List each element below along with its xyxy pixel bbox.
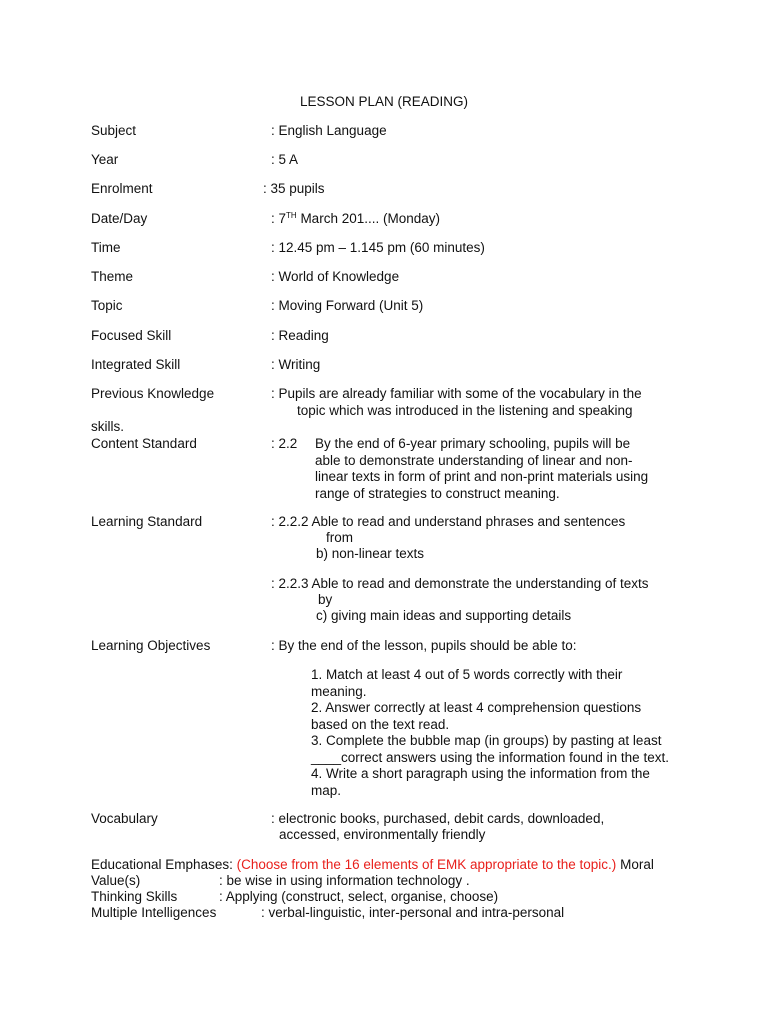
thinking-skills-value: : Applying (construct, select, organise, choose) — [219, 889, 499, 904]
previous-knowledge-label: Previous Knowledge — [91, 386, 215, 401]
educational-emphases-note: (Choose from the 16 elements of EMK appropriate to the topic.) — [236, 857, 617, 872]
learning-objectives-intro: : By the end of the lesson, pupils should be able to: — [271, 638, 577, 653]
learning-objectives-label: Learning Objectives — [91, 638, 211, 653]
learning-standard-2-2-3-sub: c) giving main ideas and supporting details — [316, 608, 572, 623]
moral-value-label: Value(s) — [91, 873, 141, 888]
content-standard-line: linear texts in form of print and non-print materials using — [315, 469, 649, 484]
vocabulary-line2: accessed, environmentally friendly — [279, 827, 486, 842]
objective-item-line: 2. Answer correctly at least 4 comprehension questions — [311, 700, 642, 715]
vocabulary-label: Vocabulary — [91, 811, 158, 826]
objective-item-line: ____correct answers using the information found in the text. — [311, 749, 669, 765]
content-standard-line: able to demonstrate understanding of linear and non- — [315, 452, 633, 468]
date-label: Date/Day — [91, 211, 148, 226]
topic-value: : Moving Forward (Unit 5) — [271, 298, 424, 313]
time-label: Time — [91, 240, 121, 255]
objective-item-line: 4. Write a short paragraph using the information from the — [311, 766, 650, 781]
previous-knowledge-line3: skills. — [91, 419, 124, 434]
integrated-skill-value: : Writing — [271, 357, 321, 372]
page-title: LESSON PLAN (READING) — [299, 94, 469, 109]
previous-knowledge-line2: topic which was introduced in the listening and speaking — [297, 403, 633, 418]
learning-standard-label: Learning Standard — [91, 514, 203, 529]
content-standard-text — [315, 436, 648, 502]
learning-standard-2-2-2: : 2.2.2 Able to read and understand phrases and sentences — [271, 514, 626, 529]
date-suffix: March 201.... (Monday) — [296, 211, 440, 226]
year-value: : 5 A — [271, 152, 299, 167]
objectives-list — [311, 667, 678, 799]
objective-item-line: map. — [311, 782, 342, 798]
moral-value-text: : be wise in using information technology . — [219, 873, 470, 888]
objective-item-line: based on the text read. — [311, 716, 450, 732]
learning-standard-2-2-2-sub: b) non-linear texts — [316, 546, 425, 561]
learning-standard-2-2-3: : 2.2.3 Able to read and demonstrate the understanding of texts — [271, 576, 649, 591]
multiple-intelligences-label: Multiple Intelligences — [91, 905, 217, 920]
date-value — [271, 211, 440, 226]
content-standard-code: : 2.2 — [271, 436, 298, 451]
theme-value: : World of Knowledge — [271, 269, 400, 284]
subject-label: Subject — [91, 123, 137, 138]
content-standard-label: Content Standard — [91, 436, 197, 451]
date-prefix: : 7 — [271, 211, 287, 226]
multiple-intelligences-value: : verbal-linguistic, inter-personal and intra-personal — [261, 905, 565, 920]
content-standard-line: range of strategies to construct meaning. — [315, 485, 560, 501]
year-label: Year — [91, 152, 119, 167]
learning-standard-2-2-2-cont: from — [326, 530, 353, 545]
enrolment-label: Enrolment — [91, 181, 153, 196]
thinking-skills-label: Thinking Skills — [91, 889, 178, 904]
topic-label: Topic — [91, 298, 123, 313]
focused-skill-value: : Reading — [271, 328, 329, 343]
time-value: : 12.45 pm – 1.145 pm (60 minutes) — [271, 240, 485, 255]
moral-label-part: Moral — [620, 857, 654, 872]
enrolment-value: : 35 pupils — [263, 181, 325, 196]
subject-value: : English Language — [271, 123, 387, 138]
content-standard-line: By the end of 6-year primary schooling, pupils will be — [315, 436, 631, 451]
vocabulary-line1: : electronic books, purchased, debit cards, downloaded, — [271, 811, 605, 826]
learning-standard-2-2-3-cont: by — [318, 592, 333, 607]
previous-knowledge-line1: : Pupils are already familiar with some of the vocabulary in the — [271, 386, 642, 401]
focused-skill-label: Focused Skill — [91, 328, 172, 343]
educational-emphases-label: Educational Emphases: — [91, 857, 233, 872]
theme-label: Theme — [91, 269, 134, 284]
integrated-skill-label: Integrated Skill — [91, 357, 181, 372]
objective-item-line: meaning. — [311, 683, 367, 699]
objective-item-line: 3. Complete the bubble map (in groups) by pasting at least — [311, 733, 662, 748]
date-ordinal: TH — [286, 211, 297, 220]
educational-emphases-line — [91, 857, 678, 872]
objective-item-line: 1. Match at least 4 out of 5 words correctly with their — [311, 667, 623, 682]
